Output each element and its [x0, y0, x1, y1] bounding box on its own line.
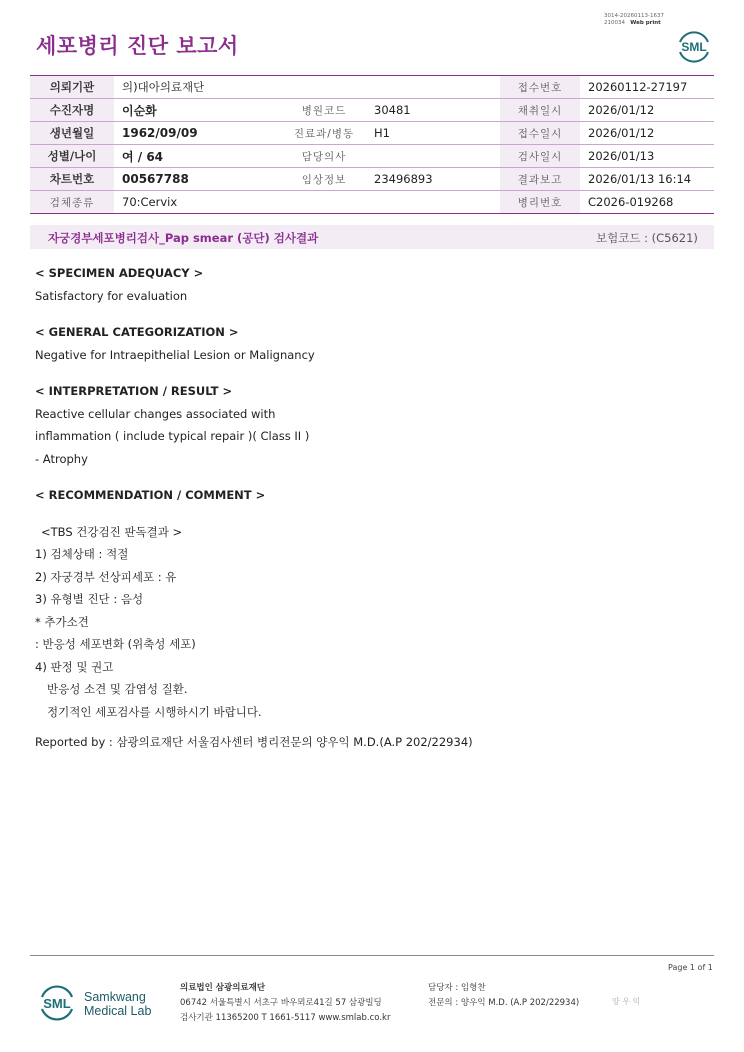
print-meta [604, 13, 664, 27]
tbs-line: 정기적인 세포검사를 시행하시기 바랍니다. [47, 704, 262, 719]
print-code: 210034 [604, 20, 625, 26]
sml-logo-icon [36, 980, 78, 1022]
report-body [35, 262, 715, 754]
info-row [30, 122, 714, 145]
label-requesting-org: 의뢰기관 [30, 76, 114, 99]
adequacy-heading: < SPECIMEN ADEQUACY > [35, 266, 204, 280]
value-hospital-code: 30481 [366, 99, 500, 122]
value-received-date: 2026/01/12 [580, 122, 714, 145]
interpretation-line: Reactive cellular changes associated with [35, 406, 276, 421]
interpretation-line: inflammation ( include typical repair )( Class II ) [35, 429, 310, 443]
tbs-line: : 반응성 세포변화 (위축성 세포) [35, 637, 196, 651]
category-text: Negative for Intraepithelial Lesion or Malignancy [35, 347, 315, 362]
brand-name [84, 990, 151, 1018]
print-code-line [604, 20, 664, 27]
exam-title: 자궁경부세포병리검사_Pap smear (공단) 검사결과 [48, 231, 319, 245]
org-address: 06742 서울특별시 서초구 바우뫼로41길 57 삼광빌딩 [180, 998, 382, 1008]
logo-text: SML [681, 40, 707, 54]
tbs-line: * 추가소견 [35, 614, 89, 629]
value-department: H1 [366, 122, 500, 145]
info-row [30, 191, 714, 214]
reported-by: Reported by : 삼광의료재단 서울검사센터 병리전문의 양우익 M.D.(A.P 202/22934) [35, 735, 473, 749]
insurance-code: 보험코드 : (C5621) [596, 231, 698, 245]
page-number: Page 1 of 1 [668, 963, 713, 972]
category-heading: < GENERAL CATEGORIZATION > [35, 325, 239, 339]
label-sex-age: 성별/나이 [30, 145, 114, 168]
tbs-line: 1) 검체상태 : 적절 [35, 547, 129, 561]
staff-info [428, 981, 579, 1011]
value-result-report: 2026/01/13 16:14 [580, 168, 714, 191]
value-accession-no: 20260112-27197 [580, 76, 714, 99]
label-pathology-no: 병리번호 [500, 191, 580, 214]
label-birth-date: 생년월일 [30, 122, 114, 145]
value-specimen-type: 70:Cervix [114, 191, 282, 214]
tbs-heading: <TBS 건강검진 판독결과 > [41, 524, 183, 539]
label-test-date: 검사일시 [500, 145, 580, 168]
print-id: 3014-20260113-1637 [604, 13, 664, 19]
label-specimen-type: 검체종류 [30, 191, 114, 214]
org-contact: 검사기관 11365200 T 1661-5117 www.smlab.co.kr [180, 1013, 391, 1023]
staff-manager: 담당자 : 임형찬 [428, 983, 486, 993]
adequacy-text: Satisfactory for evaluation [35, 288, 188, 303]
value-clinical-info: 23496893 [366, 168, 500, 191]
tbs-line: 반응성 소견 및 감염성 질환. [47, 682, 188, 696]
label-chart-no: 차트번호 [30, 168, 114, 191]
tbs-line: 2) 자궁경부 선상피세포 : 유 [35, 569, 177, 584]
info-row [30, 168, 714, 191]
footer-divider [30, 955, 714, 956]
value-sex-age: 여 / 64 [114, 145, 282, 168]
value-requesting-org: 의)대아의료재단 [114, 76, 282, 99]
signature: 양 우 익 [612, 997, 641, 1006]
value-collection-date: 2026/01/12 [580, 99, 714, 122]
label-collection-date: 채취일시 [500, 99, 580, 122]
value-doctor [366, 145, 500, 168]
recommendation-heading: < RECOMMENDATION / COMMENT > [35, 488, 266, 502]
sml-logo-icon [674, 26, 714, 64]
report-title: 세포병리 진단 보고서 [36, 34, 239, 58]
info-row [30, 99, 714, 122]
patient-info-table [30, 75, 714, 214]
label-department: 진료과/병동 [282, 122, 366, 145]
logo-text: SML [43, 996, 71, 1011]
info-row [30, 145, 714, 168]
label-doctor: 담당의사 [282, 145, 366, 168]
value-test-date: 2026/01/13 [580, 145, 714, 168]
label-accession-no: 접수번호 [500, 76, 580, 99]
tbs-line: 4) 판정 및 권고 [35, 659, 114, 674]
value-birth-date: 1962/09/09 [114, 122, 282, 145]
brand-line-1: Samkwang [84, 990, 146, 1004]
staff-specialist: 전문의 : 양우익 M.D. (A.P 202/22934) [428, 998, 580, 1008]
label-clinical-info: 임상정보 [282, 168, 366, 191]
value-chart-no: 00567788 [114, 168, 282, 191]
value-pathology-no: C2026-019268 [580, 191, 714, 214]
interpretation-line: - Atrophy [35, 451, 88, 466]
org-name: 의료법인 삼광의료재단 [180, 983, 266, 993]
label-result-report: 결과보고 [500, 168, 580, 191]
org-info [180, 981, 390, 1026]
tbs-line: 3) 유형별 진단 : 음성 [35, 592, 144, 606]
interpretation-heading: < INTERPRETATION / RESULT > [35, 384, 233, 398]
label-received-date: 접수일시 [500, 122, 580, 145]
info-row [30, 76, 714, 99]
value-patient-name: 이순화 [114, 99, 282, 122]
label-hospital-code: 병원코드 [282, 99, 366, 122]
brand-line-2: Medical Lab [84, 1004, 152, 1018]
print-label: Web print [630, 20, 661, 26]
label-patient-name: 수진자명 [30, 99, 114, 122]
